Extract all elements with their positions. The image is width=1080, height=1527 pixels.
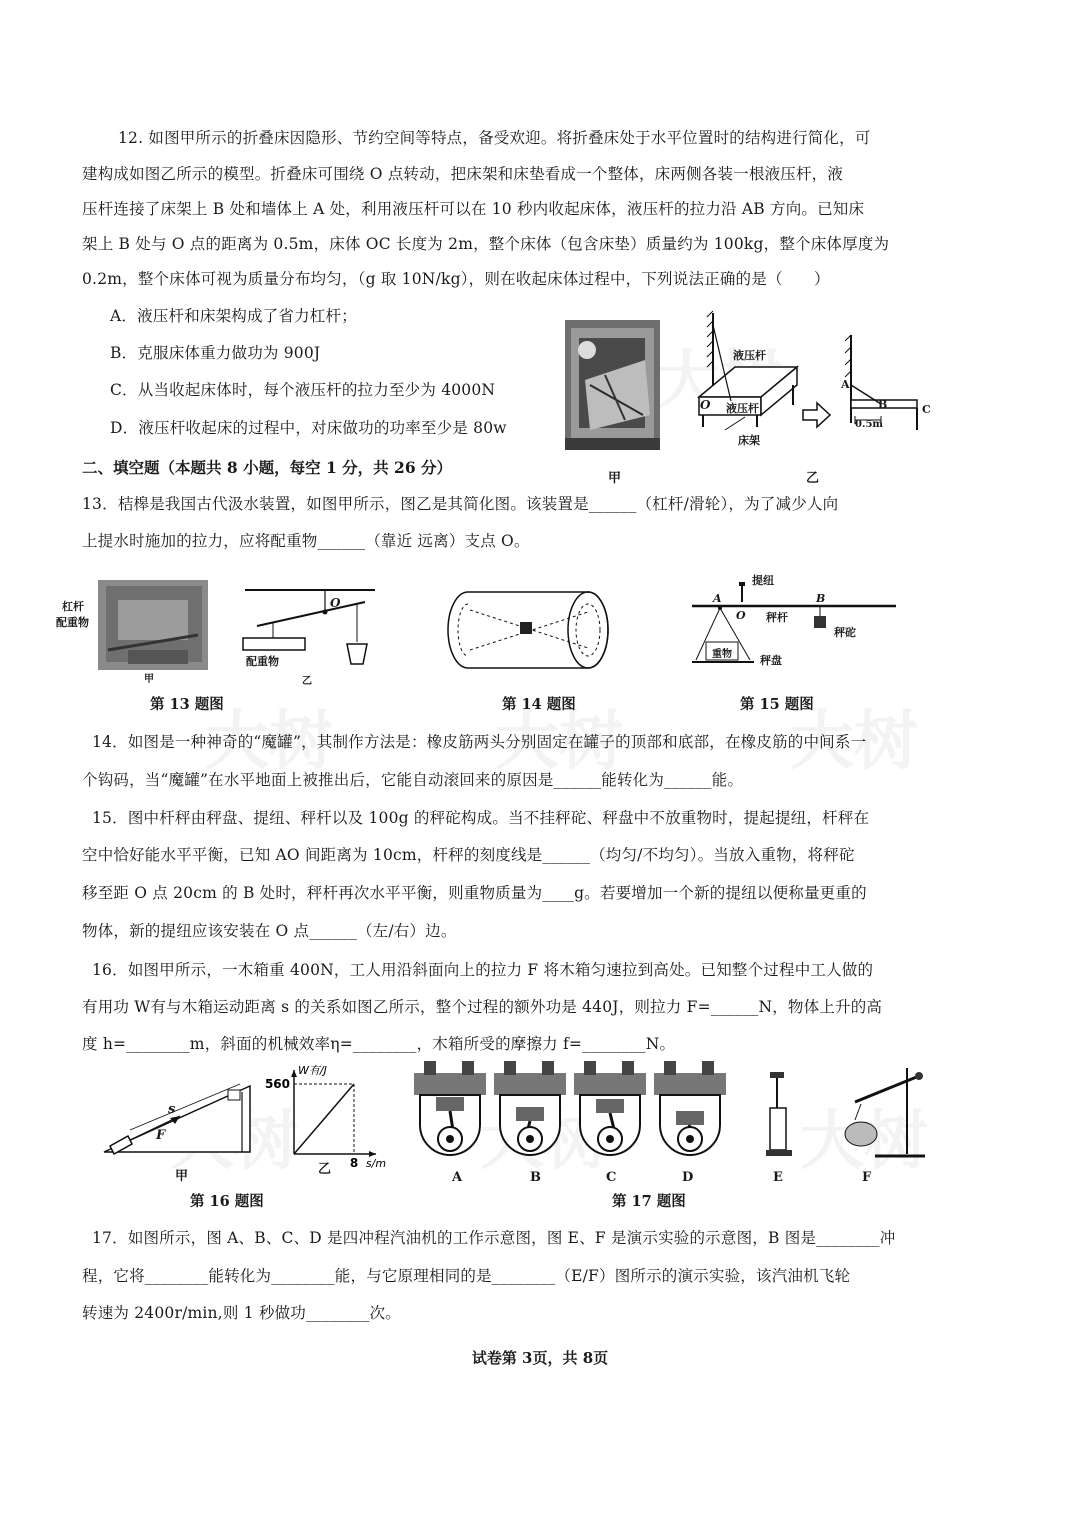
q15-label-knob: 提纽 <box>752 574 774 587</box>
q17-figure-f <box>835 1062 925 1162</box>
q16-label-yi: 乙 <box>318 1162 332 1177</box>
q17-line-1: 17．如图所示，图 A、B、C、D 是四冲程汽油机的工作示意图，图 E、F 是演示实验的示意图，B 图是________冲 <box>92 1229 896 1247</box>
q12-label-dist: 0.5m <box>855 419 883 430</box>
q16-label-s: s <box>168 1102 176 1117</box>
q15-line-2: 空中恰好能水平平衡，已知 AO 间距离为 10cm，杆秤的刻度线是______（均匀/不均匀）。当放入重物，将秤砣 <box>82 846 855 864</box>
q13-label-yi: 乙 <box>302 676 312 687</box>
q12-figure-yi-diagram <box>685 305 940 455</box>
q17-caption: 第 17 题图 <box>612 1193 686 1210</box>
q15-label-weight: 秤砣 <box>834 626 856 639</box>
q15-label-object: 重物 <box>712 649 732 660</box>
q13-caption: 第 13 题图 <box>150 696 224 713</box>
q16-caption: 第 16 题图 <box>190 1193 264 1210</box>
q17-label-b: B <box>530 1170 541 1185</box>
y-axis-label: W有/J <box>298 1064 327 1077</box>
x-axis-label: s/m <box>365 1157 387 1170</box>
q13-label-jia: 甲 <box>144 674 154 685</box>
q15-line-4: 物体，新的提纽应该安装在 O 点______（左/右）边。 <box>82 922 457 940</box>
engine-a <box>414 1061 486 1155</box>
q12-label-rod2: 液压杆 <box>726 402 759 415</box>
q16-line-3: 度 h=________m，斜面的机械效率η=________，木箱所受的摩擦力 f=________N。 <box>82 1035 676 1053</box>
q12-option-d: D．液压杆收起床的过程中，对床做功的功率至少是 80w <box>110 419 507 437</box>
q16-label-f: F <box>156 1128 166 1143</box>
q12-line-2: 建构成如图乙所示的模型。折叠床可围绕 O 点转动，把床架和床垫看成一个整体，床两侧各装一根液压杆，液 <box>82 165 844 183</box>
q15-label-o: O <box>736 609 746 622</box>
q16-figure-jia-incline <box>100 1082 260 1162</box>
q17-line-3: 转速为 2400r/min,则 1 秒做功________次。 <box>82 1304 401 1322</box>
q12-option-a: A．液压杆和床架构成了省力杠杆； <box>110 307 357 325</box>
q17-line-2: 程，它将________能转化为________能，与它原理相同的是________（E/F）图所示的演示实验，该汽油机飞轮 <box>82 1267 851 1285</box>
q17-label-f: F <box>862 1170 872 1185</box>
q12-label-frame: 床架 <box>738 434 760 447</box>
q13-figure-jia-photo <box>98 580 208 670</box>
q13-label-lever: 杠杆 <box>62 600 84 613</box>
engine-d <box>654 1061 726 1155</box>
y-axis-arrow <box>291 1070 297 1077</box>
y-tick-label: 560 <box>264 1077 290 1091</box>
q17-label-e: E <box>773 1170 783 1185</box>
q17-figure-e <box>760 1068 800 1164</box>
q12-label-c: C <box>922 403 931 416</box>
x-tick-label: 8 <box>349 1156 359 1170</box>
q13-label-o: O <box>330 596 341 610</box>
q15-label-a: A <box>713 592 722 605</box>
q12-figure-jia-photo <box>565 320 660 450</box>
q17-label-c: C <box>606 1170 617 1185</box>
q12-label-b: B <box>878 398 888 411</box>
q14-line-2: 个钩码，当“魔罐”在水平地面上被推出后，它能自动滚回来的原因是______能转化为______能。 <box>82 771 744 789</box>
q16-label-jia: 甲 <box>175 1169 189 1184</box>
engine-b <box>494 1061 566 1155</box>
q12-line-3: 压杆连接了床架上 B 处和墙体上 A 处，利用液压杆可以在 10 秒内收起床体，液压杆的拉力沿 AB 方向。已知床 <box>82 200 865 218</box>
q13-label-weight2: 配重物 <box>246 655 279 668</box>
q15-caption: 第 15 题图 <box>740 696 814 713</box>
q15-label-pan: 秤盘 <box>760 654 782 667</box>
page-footer: 试卷第 3页，共 8页 <box>471 1349 609 1367</box>
q14-figure-can <box>440 588 610 673</box>
series-line <box>294 1084 354 1154</box>
q12-line-5: 0.2m，整个床体可视为质量分布均匀，（g 取 10N/kg），则在收起床体过程中，下列说法正确的是（ ） <box>82 270 830 288</box>
q16-line-2: 有用功 W有与木箱运动距离 s 的关系如图乙所示，整个过程的额外功是 440J，则拉力 F=______N，物体上升的高 <box>82 998 883 1016</box>
q12-label-a: A <box>841 378 850 391</box>
q15-label-b: B <box>816 592 826 605</box>
q15-label-rod: 秤杆 <box>766 611 788 624</box>
q17-engine-figures <box>410 1055 730 1163</box>
q12-label-o: O <box>700 398 711 412</box>
q12-option-c: C．从当收起床体时，每个液压杆的拉力至少为 4000N <box>110 381 496 399</box>
q13-line-2: 上提水时施加的拉力，应将配重物______（靠近 远离）支点 O。 <box>82 532 530 550</box>
engine-c <box>574 1061 646 1155</box>
q12-line-4: 架上 B 处与 O 点的距离为 0.5m，床体 OC 长度为 2m，整个床体（包含床垫）质量约为 100kg，整个床体厚度为 <box>82 235 890 253</box>
q14-caption: 第 14 题图 <box>502 696 576 713</box>
q14-line-1: 14．如图是一种神奇的“魔罐”，其制作方法是：橡皮筋两头分别固定在罐子的顶部和底部，在橡皮筋的中间系一 <box>92 733 867 751</box>
q12-label-rod1: 液压杆 <box>733 349 766 362</box>
q17-label-d: D <box>682 1170 694 1185</box>
q12-option-b: B．克服床体重力做功为 900J <box>110 344 321 362</box>
q12-line-1: 12. 如图甲所示的折叠床因隐形、节约空间等特点，备受欢迎。将折叠床处于水平位置时的结构进行简化，可 <box>118 129 871 147</box>
q12-label-yi: 乙 <box>806 471 820 486</box>
q12-label-jia: 甲 <box>608 471 622 486</box>
q17-label-a: A <box>452 1170 463 1185</box>
q13-label-weight: 配重物 <box>56 616 89 629</box>
section-fill-blank-title: 二、填空题（本题共 8 小题，每空 1 分，共 26 分） <box>82 458 453 477</box>
q15-line-3: 移至距 O 点 20cm 的 B 处时，秤杆再次水平平衡，则重物质量为____g。若要增加一个新的提纽以便称量更重的 <box>82 884 867 902</box>
q16-line-1: 16．如图甲所示，一木箱重 400N，工人用沿斜面向上的拉力 F 将木箱匀速拉到高处。已知整个过程中工人做的 <box>92 961 874 979</box>
q15-line-1: 15．图中杆秤由秤盘、提纽、秤杆以及 100g 的秤砣构成。当不挂秤砣、秤盘中不放重物时，提起提纽，杆秤在 <box>92 809 870 827</box>
q13-line-1: 13．桔槔是我国古代汲水装置，如图甲所示，图乙是其简化图。该装置是______（杠杆/滑轮），为了减少人向 <box>82 495 839 513</box>
